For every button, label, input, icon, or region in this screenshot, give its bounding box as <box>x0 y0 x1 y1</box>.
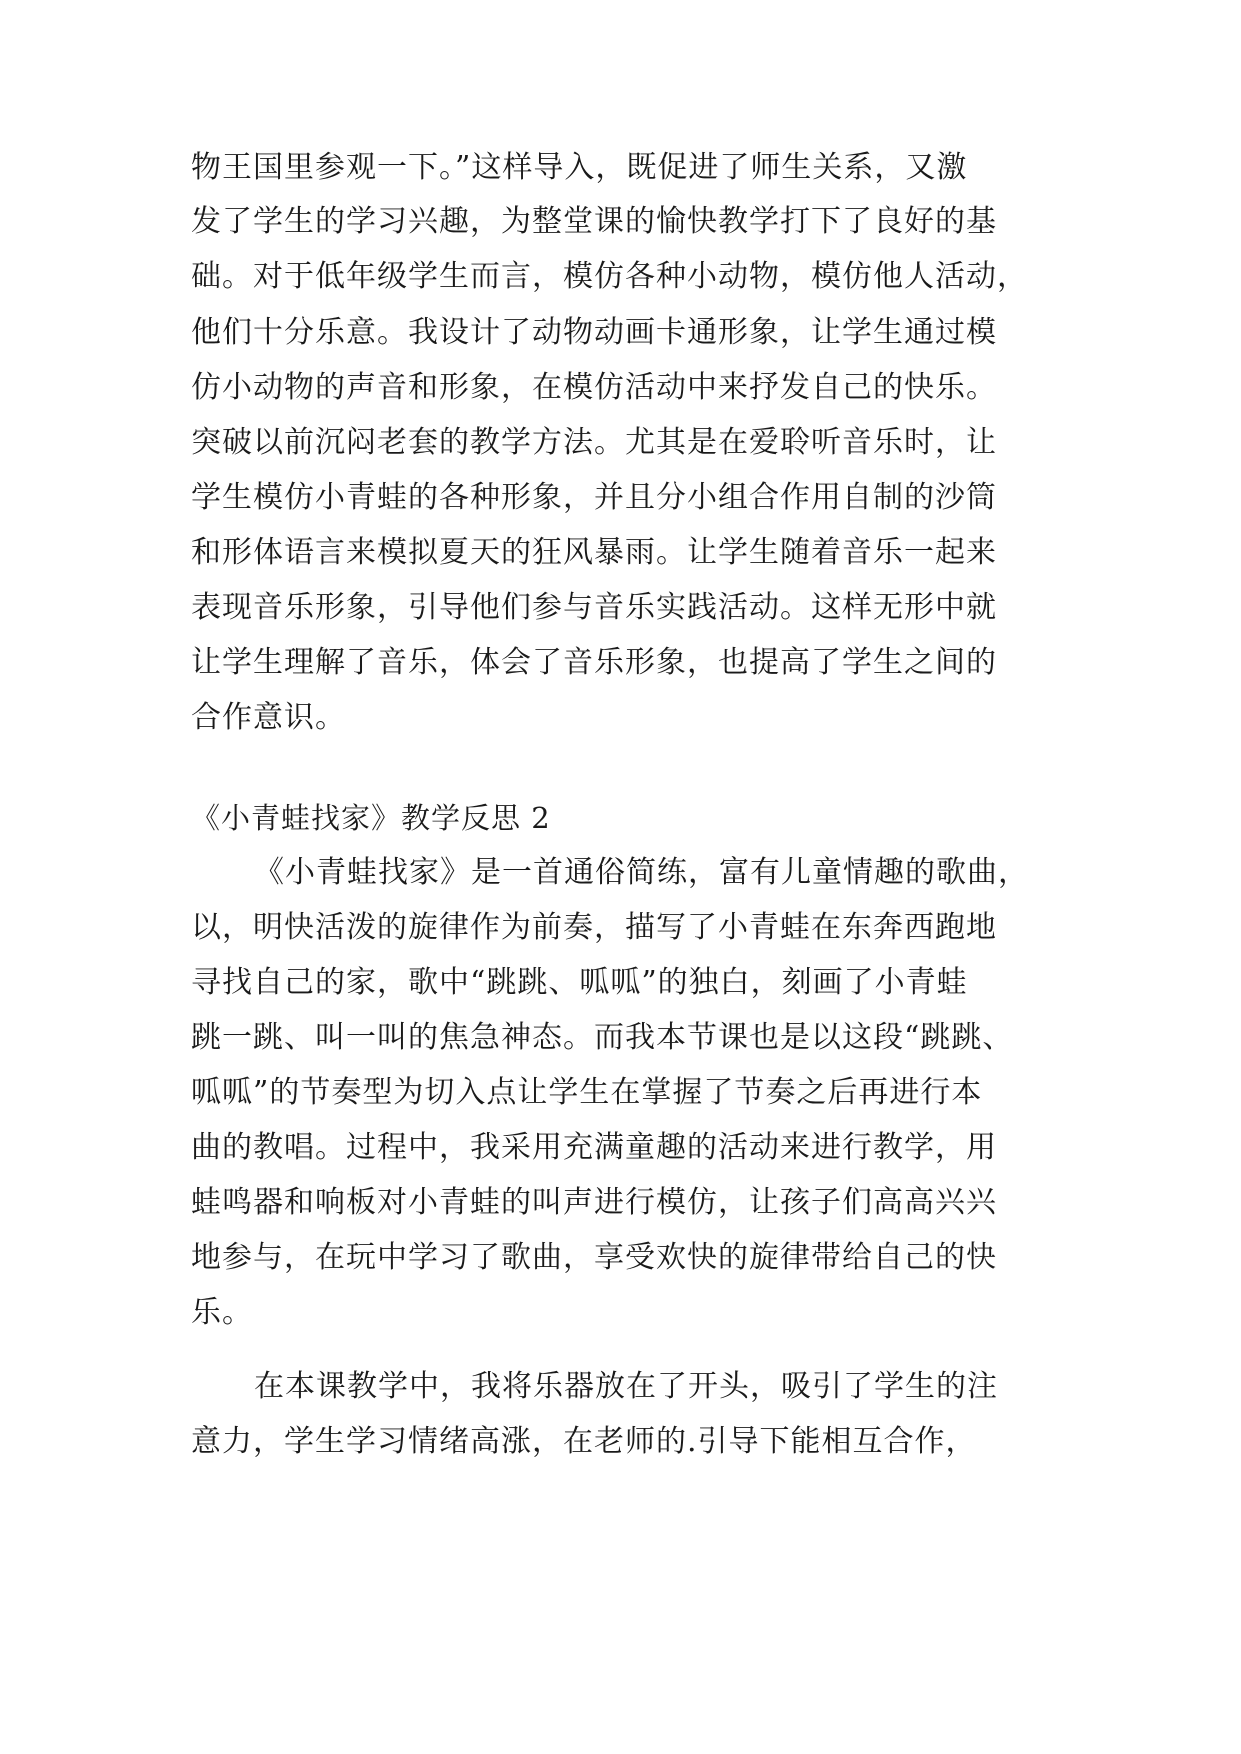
text-line: 表现音乐形象，引导他们参与音乐实践活动。这样无形中就 <box>191 590 997 625</box>
text-line: 意力，学生学习情绪高涨，在老师的.引导下能相互合作， <box>191 1424 977 1459</box>
text-line: 仿小动物的声音和形象，在模仿活动中来抒发自己的快乐。 <box>191 370 997 405</box>
text-line: 乐。 <box>191 1295 253 1330</box>
text-line: 寻找自己的家，歌中“跳跳、呱呱”的独白，刻画了小青蛙 <box>191 965 968 1000</box>
text-line: 曲的教唱。过程中，我采用充满童趣的活动来进行教学，用 <box>191 1130 997 1165</box>
text-line: 让学生理解了音乐，体会了音乐形象，也提高了学生之间的 <box>191 645 997 680</box>
text-line: 合作意识。 <box>191 700 346 735</box>
text-line: 学生模仿小青蛙的各种形象，并且分小组合作用自制的沙筒 <box>191 480 997 515</box>
text-line: 以，明快活泼的旋律作为前奏，描写了小青蛙在东奔西跑地 <box>191 910 997 945</box>
text-line: 物王国里参观一下。”这样导入，既促进了师生关系，又激 <box>191 150 968 185</box>
text-line: 跳一跳、叫一叫的焦急神态。而我本节课也是以这段“跳跳、 <box>191 1020 1014 1055</box>
text-line: 突破以前沉闷老套的教学方法。尤其是在爱聆听音乐时，让 <box>191 425 997 460</box>
text-line: 发了学生的学习兴趣，为整堂课的愉快教学打下了良好的基 <box>191 204 997 239</box>
text-line: 在本课教学中，我将乐器放在了开头，吸引了学生的注 <box>254 1369 998 1404</box>
text-line: 地参与，在玩中学习了歌曲，享受欢快的旋律带给自己的快 <box>191 1240 997 1275</box>
section-heading: 《小青蛙找家》教学反思 2 <box>191 801 551 835</box>
text-line: 和形体语言来模拟夏天的狂风暴雨。让学生随着音乐一起来 <box>191 535 997 570</box>
text-line: 他们十分乐意。我设计了动物动画卡通形象，让学生通过模 <box>191 315 997 350</box>
text-line: 蛙鸣器和响板对小青蛙的叫声进行模仿，让孩子们高高兴兴 <box>191 1185 997 1220</box>
text-line: 础。对于低年级学生而言，模仿各种小动物，模仿他人活动， <box>191 259 1028 294</box>
text-line: 呱呱”的节奏型为切入点让学生在掌握了节奏之后再进行本 <box>191 1075 983 1110</box>
text-line: 《小青蛙找家》是一首通俗简练，富有儿童情趣的歌曲， <box>254 855 1029 890</box>
